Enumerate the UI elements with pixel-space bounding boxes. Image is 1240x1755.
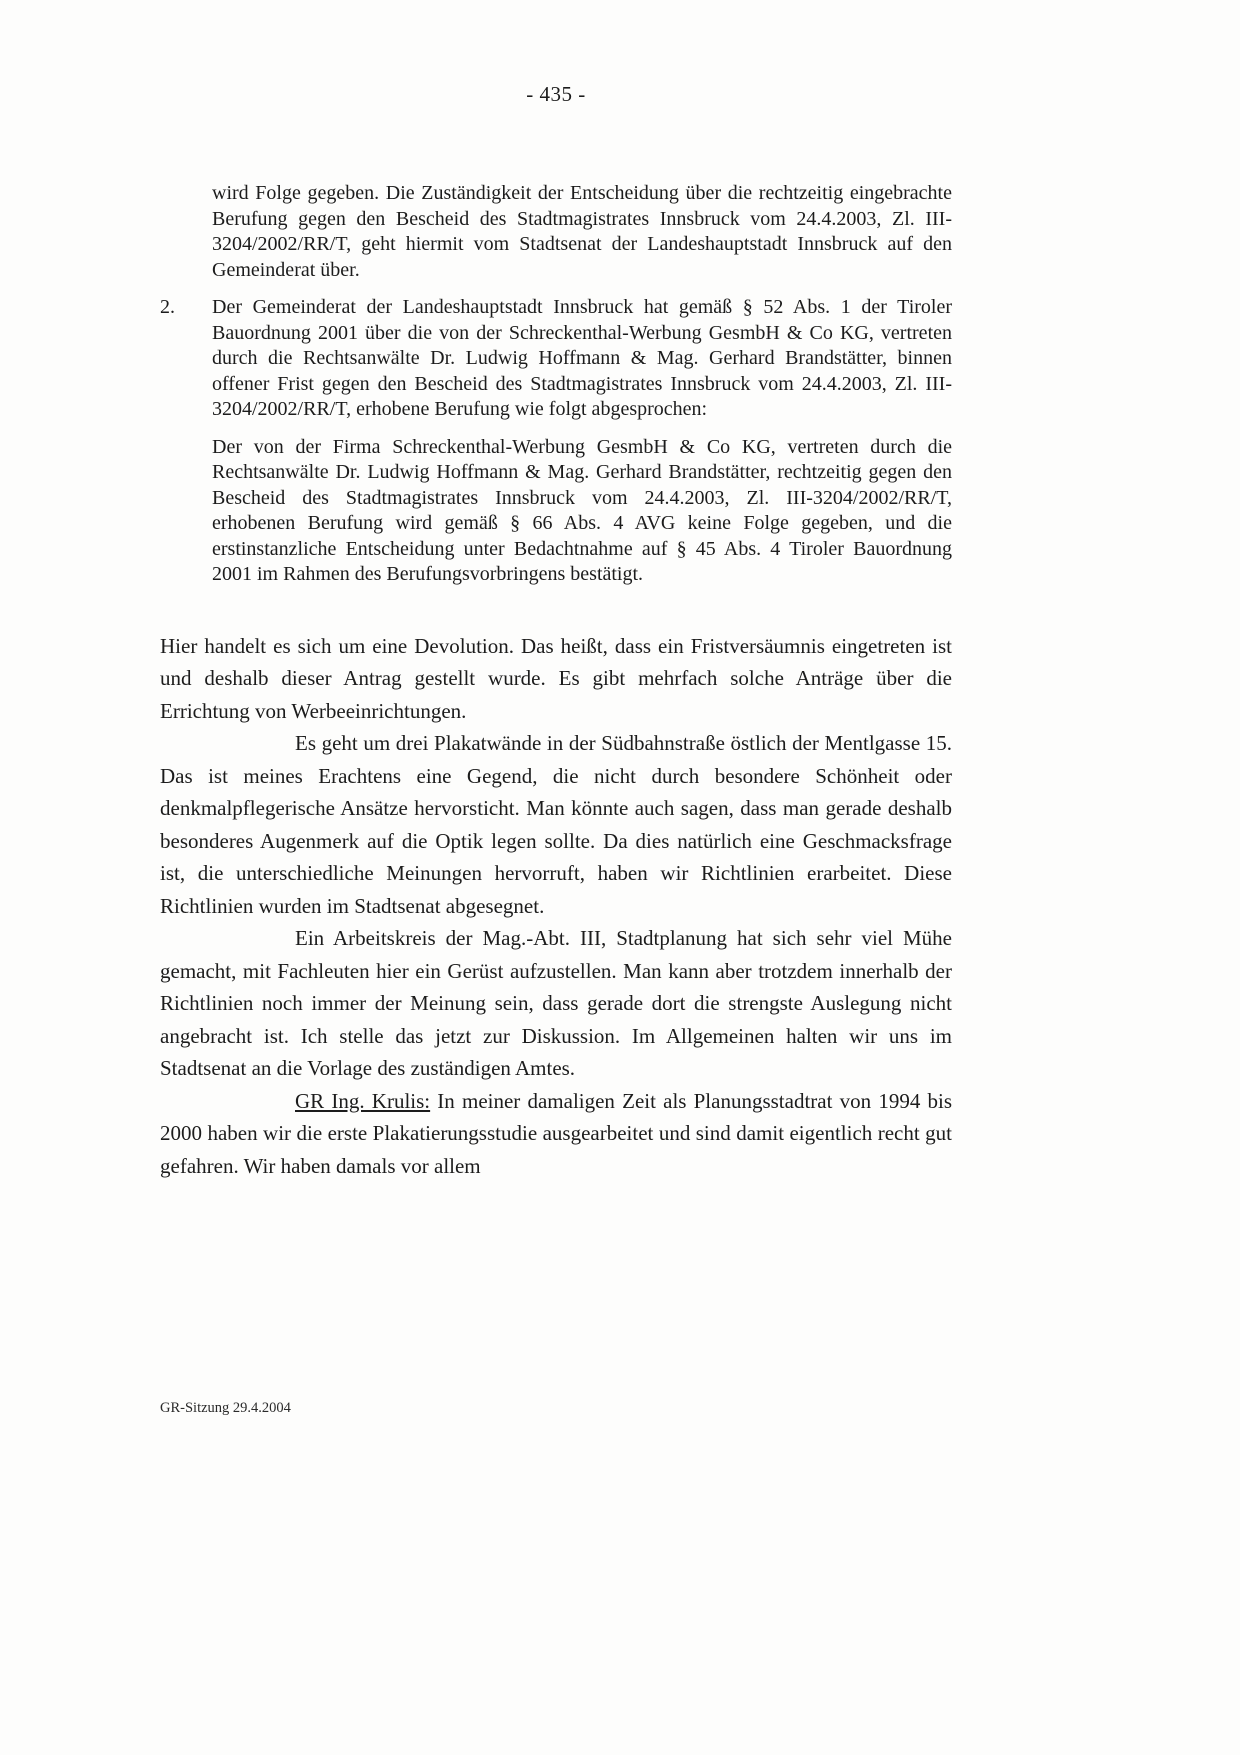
paragraph-krulis [160,1085,952,1183]
decision-item2-text: Der Gemeinderat der Landeshauptstadt Innsbruck hat gemäß § 52 Abs. 1 der Tiroler Bauordnung 2001 über die von der Schreckenthal-Werbung GesmbH & Co KG, vertreten durch die Rechtsanwälte Dr. Ludwig Hoffmann & Mag. Gerhard Brandstätter, binnen offener Frist gegen den Bescheid des Stadtmagistrates Innsbruck vom 24.4.2003, Zl. III-3204/2002/RR/T, erhobene Berufung wie folgt abgesprochen: [212,296,952,420]
decision-item2-number: 2. [160,296,175,318]
speaker-name: GR Ing. Krulis: [295,1088,431,1113]
decision-item2-ruling: Der von der Firma Schreckenthal-Werbung GesmbH & Co KG, vertreten durch die Rechtsanwälte Dr. Ludwig Hoffmann & Mag. Gerhard Brandstätter, rechtzeitig gegen den Bescheid des Stadtmagistrates Innsbruck vom 24.4.2003, Zl. III-3204/2002/RR/T, erhobenen Berufung wird gemäß § 66 Abs. 4 AVG keine Folge gegeben, und die erstinstanzliche Entscheidung unter Bedachtnahme auf § 45 Abs. 4 Tiroler Bauordnung 2001 im Rahmen des Berufungsvorbringens bestätigt. [212,435,952,585]
decision-section [160,181,952,588]
decision-item1-continuation: wird Folge gegeben. Die Zuständigkeit der Entscheidung über die rechtzeitig eingebrachte Berufung gegen den Bescheid des Stadtmagistrates Innsbruck vom 24.4.2003, Zl. III-3204/2002/RR/T, geht hiermit vom Stadtsenat der Landeshauptstadt Innsbruck auf den Gemeinderat über. [212,182,952,281]
page-number: - 435 - [526,82,586,106]
paragraph-devolution: Hier handelt es sich um eine Devolution. Das heißt, dass ein Fristversäumnis eingetreten ist und deshalb dieser Antrag gestellt wurde. Es gibt mehrfach solche Anträge über die Errichtung von Werbeeinrichtungen. [160,633,952,723]
page-footer: GR-Sitzung 29.4.2004 [160,1400,291,1416]
paragraph-arbeitskreis: Ein Arbeitskreis der Mag.-Abt. III, Stadtplanung hat sich sehr viel Mühe gemacht, mit Fachleuten hier ein Gerüst aufzustellen. Man kann aber trotzdem innerhalb der Richtlinien noch immer der Meinung sein, dass gerade dort die strengste Auslegung nicht angebracht ist. Ich stelle das jetzt zur Diskussion. Im Allgemeinen halten wir uns im Stadtsenat an die Vorlage des zuständigen Amtes. [160,926,952,1080]
speech-section [160,630,952,1183]
paragraph-plakatwaende: Es geht um drei Plakatwände in der Südbahnstraße östlich der Mentlgasse 15. Das ist meines Erachtens eine Gegend, die nicht durch besondere Schönheit oder denkmalpflegerische Ansätze hervorsticht. Man könnte auch sagen, dass man gerade deshalb besonderes Augenmerk auf die Optik legen sollte. Da dies natürlich eine Geschmacksfrage ist, die unterschiedliche Meinungen hervorruft, haben wir Richtlinien erarbeitet. Diese Richtlinien wurden im Stadtsenat abgesegnet. [160,731,952,918]
speaker-statement: In meiner damaligen Zeit als Planungsstadtrat von 1994 bis 2000 haben wir die erste Plakatierungsstudie ausgearbeitet und sind damit eigentlich recht gut gefahren. Wir haben damals vor allem [160,1088,953,1178]
decision-item2 [160,295,952,423]
